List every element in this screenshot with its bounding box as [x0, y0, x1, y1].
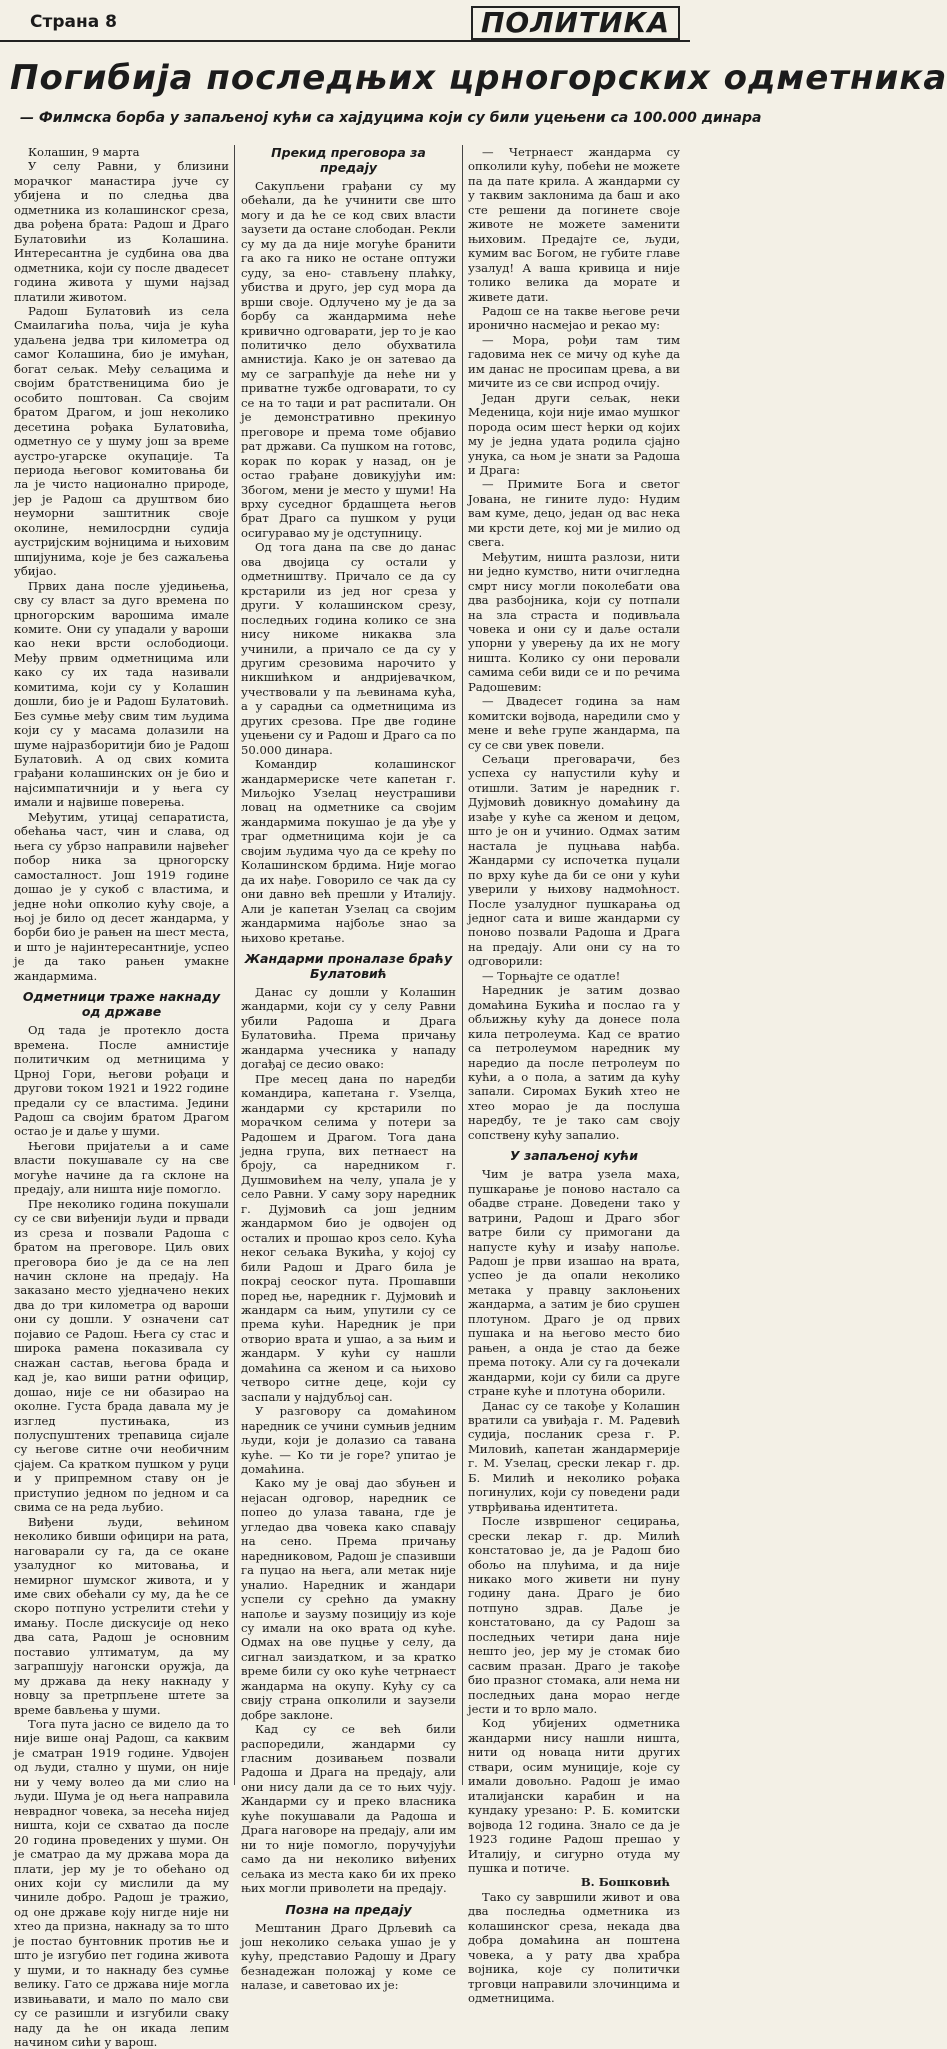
paragraph: Код убијених одметника жандарми нису нашли ништа, нити од новаца нити других ствари, осим муниције, које су имали довољно. Радош је имао италијански карабин и на кундаку урезано: Р. Б. комитски војвода 12 година. Знало се да је 1923 године Радош прешао у Италију, и сигурно отуда му пушка и потиче.: [468, 1716, 680, 1876]
article-column-3: [468, 145, 680, 2006]
section-heading: Прекид преговора за предају: [271, 145, 426, 175]
column-rule: [234, 145, 235, 1785]
paragraph: Његови пријатељи а и саме власти покушавале су на све могуће начине да га склоне на предају, али ништа није помогло.: [14, 1138, 229, 1197]
article-column-2: [241, 145, 456, 1993]
paragraph: — Четрнаест жандарма су опколили кућу, побећи не можете па да пате крила. А жандарми су у таквим заклонима да баш и ако сте решени да погинете своје животе не можете заменити њиховим. Предајте се, људи, кумим вас Богом, не губите главе узалуд! А ваша кривица и није толико велика да морате и живете дати.: [468, 145, 680, 304]
paragraph: — Примите Бога и светог Јована, не гините лудо: Нудим вам куме, децо, један од вас нека ми крсти дете, кој ми је милио од свега.: [468, 477, 680, 550]
section-heading: Жандарми проналазе браћу Булатовић: [244, 951, 453, 982]
paragraph: Тако су завршили живот и ова два последња одметника из колашинског среза, некада два добра домаћина ан поштена човека, а у рату два храбра војника, које су политички трговци направили злочинцима и одметницима.: [468, 1889, 680, 2006]
paragraph: — Мора, рођи там тим гадовима нек се мичу од куће да им данас не просипам црева, а ви мичите из се сви испрод очију.: [468, 332, 680, 391]
paragraph: Пре неколико година покушали су се сви виђенији људи и првади из среза и позвали Радоша с братом на преговоре. Циљ ових преговора био је да се на леп начин склоне на предају. На заказано место уједначено неких два до три километра од вароши они су дошли. У означени сат појавио се Радош. Њега су стас и широка рамена показивала су снажан састав, његова брада и кад је, као виши ратни официр, дошао, није се ни обазирао на околне. Густа брада давала му је изглед пустињака, из полуспуштених трепавица сијале су његове ситне очи необичним сјајем. Са кратком пушком у руци и у припремном ставу он је приступио једном по једном и са свима се на реда љубио.: [14, 1196, 229, 1515]
paragraph: — Двадесет година за нам комитски војвода, наредили смо у мене и веће групе жандарма, па су се сви увек повели.: [468, 694, 680, 752]
paragraph: После извршеног сецирања, срески лекар г. др. Милић констатовао је, да је Радош био обољо на плућима, и да није никако мого живети ни пуну годину дана. Драго је био потпуно здрав. Даље је констатовано, да су Радош за последњих четири дана није нешто јео, јер му је стомак био сасвим празан. Драго је такође био празног стомака, али нема ни последњих дана морао негде јести и то врло мало.: [468, 1514, 680, 1717]
dateline: Колашин, 9 марта: [28, 145, 140, 159]
paragraph: У разговору са домаћином наредник се учини сумњив једним људи, који је долазио са тавана куће. — Ко ти је горе? упитао је домаћина.: [241, 1404, 456, 1476]
paragraph: Од тога дана па све до данас ова двојица су остали у одметништву. Причало се да су крстарили из јед ног среза у други. У колашинском срезу, последњих година колико се зна нису никоме никаква зла учинили, а причало се да су у другим срезовима нарочито у никшићком и андријевачком, учествовали у па љевинама кућа, а у сарадњи са одметницима из других срезова. Пре две године уцењени су и Радош и Драго са по 50.000 динара.: [241, 540, 456, 757]
paragraph: Првих дана после уједињења, сву су власт за дуго времена по црногорским варошима имале комите. Они су упадали у вароши као неки врсти ослободиоци. Међу првим одметницима или како су их тада називали комитима, који су у Колашин дошли, био је и Радош Булатовић. Без сумње међу свим тим људима који су у масама долазили на шуме најразборитији био је Радош Булатовић. А од свих комита грађани колашинских он је био и најсимпатичнији и у њега су имали и највише поверења.: [14, 578, 229, 810]
paragraph: Командир колашинског жандармериске чете капетан г. Миљојко Узелац неустрашиви ловац на одметнике са својим жандармима покушао је да уђе у траг одметницима који је са својим људима чуо да се крећу по Колашинском брдима. Није могао да их нађе. Говорило се чак да су они давно већ прешли у Италију. Али је капетан Узелац са својим жандармима најбоље знао за њихово кретање.: [241, 757, 456, 945]
section-heading: Позна на предају: [285, 1901, 412, 1917]
section-heading: У запаљеној кући: [509, 1148, 639, 1164]
paragraph: Мештанин Драго Дрљевић са још неколико сељака ушао је у кућу, представио Радошу и Драгу безнадежан положај у коме се налазе, и саветовао их је:: [241, 1920, 456, 1993]
paragraph: Виђени људи, већином неколико бивши официри на рата, наговарали су га, да се окане узалудног ко митовања, и немирног шумског живота, и у име свих обећали су му, да ће се скоро потпуно устрелити стећи у имању. После дискусије од неко два сата, Радош је основним поставио ултиматум, да му заграпшују нагонски оружја, да му држава да неку накнаду у новцу за претрпљене штете за време бављења у шуми.: [14, 1514, 229, 1717]
paragraph: Како му је овај дао збуњен и нејасан одговор, наредник се попео до улаза тавана, где је угледао два човека како спавају на сено. Према причању наредниковом, Радош је спазивши га пуцао на њега, али метак није уналио. Наредник и жандари успели су срећно да умакну напоље и заузму позицију из које су имали на око врата од куће. Одмах на ове пуцње у селу, да сигнал заиздатком, и за кратко време били су око куће четрнаест жандарма на окупу. Кућу су са свију страна опколили и заузели добре заклоне.: [241, 1476, 456, 1722]
paragraph: Данас су дошли у Колашин жандарми, који су у селу Равни убили Радоша и Драга Булатовића. Према причању жандарма учесника у нападу догађај се десио овако:: [241, 985, 456, 1072]
paragraph: Кад су се већ били распоредили, жандарми су гласним дозивањем позвали Радоша и Драга на предају, али они нису дали да се то њих чују. Жандарми су и преко власника куће покушавали да Радоша и Драга наговоре на предају, али им ни то није помогло, поручујући само да ни неколико виђених сељака из места како би их преко њих могли приволети на предају.: [241, 1722, 456, 1896]
paragraph: У селу Равни, у близини морачког манастира јуче су убијена и по следња два одметника из колашинског среза, два рођена брата: Радош и Драго Булатовићи из Колашина. Интересантна је судбина ова два одметника, који су после двадесет година живота у шуми најзад платили животом.: [14, 159, 229, 304]
paragraph: Од тада је протекло доста времена. После амнистије политичким од метницима у Црној Гори, његови рођаци и другови током 1921 и 1922 године предали су се властима. Једини Радош са својим братом Драгом остао је и даље у шуми.: [14, 1023, 229, 1139]
section-heading: Одметници траже накнаду од државе: [22, 989, 221, 1020]
article-column-1: [14, 145, 229, 2049]
paragraph: Пре месец дана по наредби командира, капетана г. Узелца, жандарми су крстарили по морачком селима у потери за Радошем и Драгом. Тога дана једна група, вих петнаест на броју, са наредником г. Душмовићем на челу, упала је у село Равни. У саму зору наредник г. Дујмовић са још једним жандармом био је одвојен од осталих и прошао кроз село. Кућа неког сељака Вукића, у којој су били Радош и Драго била је покрај сеоског пута. Прошавши поред ње, наредник г. Дујмовић и жандарм са њим, упутили су се према кући. Наредник је при отворио врата и ушао, а за њим и жандарм. У кући су нашли домаћина са женом и са њихово четворо ситне деце, који су заспали у најдубљој сан.: [241, 1071, 456, 1404]
paragraph: Данас су се такође у Колашин вратили са увиђаја г. М. Радевић судија, посланик среза г. Р. Миловић, капетан жандармерије г. М. Узелац, срески лекар г. др. Б. Милић и неколико рођака погинулих, који су поведени ради утврђивања идентитета.: [468, 1398, 680, 1514]
paragraph: Радош се на такве његове речи иронично насмејао и рекао му:: [468, 303, 680, 333]
paragraph: Међутим, ништа разлози, нити ни једно кумство, нити очигледна смрт нису могли поколебати ова два разбојника, који су потпали на зла страста и подивљала човека и они су и даље остали упорни у уверењу да их не могу ништа. Колико су они перовали самима себи види се и по речима Радошевим:: [468, 549, 680, 694]
newspaper-logo: ПОЛИТИКА: [471, 6, 680, 40]
page-number: Страна 8: [30, 12, 117, 32]
page-header: [0, 0, 690, 42]
paragraph: — Торњајте се одатле!: [482, 968, 621, 983]
paragraph: Чим је ватра узела маха, пушкарање је поново настало са обадве стране. Доведени тако у ватрини, Радош и Драго због ватре били су примогани да напусте кућу и изађу напоље. Радош је први изашао на врата, успео је да опали неколико метака у правцу заклоњених жандарма, а затим је био срушен плотуном. Драго је од првих пушака и на његово место био рањен, а онда је стао да беже према потоку. Али су га дочекали жандарми, који су били са друге стране куће и плотуна оборили.: [468, 1167, 680, 1399]
paragraph: Радош Булатовић из села Смаилагића поља, чија је кућа удаљена једва три километра од самог Колашина, био је имућан, богат сељак. Међу сељацима и својим братственицима био је особито поштован. Са својим братом Драгом, и још неколико десетина рођака Булатовића, одметнуо се у шуму још за време аустро-угарске окупације. Та периода његовог комитовања би ла је чисто национално природе, јер је Радош са друштвом био неуморни заштитник своје околине, немилосрдни судија аустријским војницима и њиховим шпијунима, које је без сажаљења убијао.: [14, 303, 229, 579]
column-rule: [462, 145, 463, 1785]
paragraph: Наредник је затим дозвао домаћина Букића и послао га у обљижњу кућу да донесе пола кила петролеума. Кад се вратио са петролеумом наредник му наредио да после петролеум по кући, а о пола, а затим да кућу запали. Сиромах Букић хтео не хтео морао је да послуша наредбу, те је тако сам своју сопствену кућу запалио.: [468, 983, 680, 1142]
paragraph: Један други сељак, неки Меденица, који није имао мушког порода осим шест ћерки од којих му је једна удата родила сјајно унука, са њом је знати за Радоша и Драга:: [468, 390, 680, 477]
paragraph: Сељаци преговарачи, без успеха су напустили кућу и отишли. Затим је наредник г. Дујмовић довикнуо домаћину да изађе у куће са женом и децом, што је он и учинио. Одмах затим настала је пуцњава нађба. Жандарми су испочетка пуцали по врху куће да би се они у кући уверили у њихову надмоћност. После узалудног пушкарања од једног сата и више жандарми су поново позвали Радоша и Драга на предају. Али они су на то одговорили:: [468, 752, 680, 969]
article-subheadline: — Филмска борба у запаљеној кући са хајдуцима који су били уцењени са 100.000 динара: [20, 110, 762, 126]
paragraph: Сакупљени грађани су му обећали, да ће учинити све што могу и да ће се код свих власти заузети да остане слободан. Рекли су му да да није могуће бранити га ако га нико не остане оптужи суду, за ено- стављену плаћку, убиства и друго, јер суд мора да врши своје. Одлучено му је да за борбу са жандармима неће кривично одговарати, јер то је као политичко дело обухватила амнистија. Како је он затевао да му се заграпћује да неће ни у приватне тужбе одговарати, то су се на то таџи и рат распитали. Он је демонстративно прекинуо преговоре и према томе објавио рат држави. Са пушком на готовс, корак по корак у назад, он је остао грађане довикујући им: Збогом, мени је место у шуми! На врху суседног брдашцета његов брат Драго са пушком у руци осигуравао му је одступницу.: [241, 179, 456, 540]
article-headline: Погибија последњих црногорских одметника: [10, 58, 947, 98]
paragraph: Међутим, утицај сепаратиста, обећања част, чин и слава, од њега су убрзо направили највећег побор ника за црногорску самосталност. Још 1919 године дошао је у сукоб с властима, и једне ноћи опколио кућу своје, а њој је било од десет жандарма, у борби био је рањен на шест места, и што је најинтересантније, успео је да тако рањен умакне жандармима.: [14, 809, 229, 983]
paragraph: Тога пута јасно се видело да то није више онај Радош, са каквим је сматран 1919 године. Удвојен од људи, стално у шуми, он није ни у чему волео да ми слио на људи. Шума је од њега направила неврадног човека, за несећа нијед ништа, који се схватао да после 20 година проведених у шуми. Он је сматрао да му држава мора да плати, јер му је то обећано од оних који су мислили да му чиниле добро. Радош је тражио, од оне државе коју нигде није ни хтео да призна, накнаду за то што је постао бунтовник против ње и што је изгубио пет година живота у шуми, и то накнаду без сумње велику. Гато се држава није могла извињавати, и мало по мало сви су се разишли и изгубили сваку наду да ће он икада лепим начином сићи у варош.: [14, 1717, 229, 2049]
author-signature: В. Бошковић: [580, 1875, 670, 1890]
